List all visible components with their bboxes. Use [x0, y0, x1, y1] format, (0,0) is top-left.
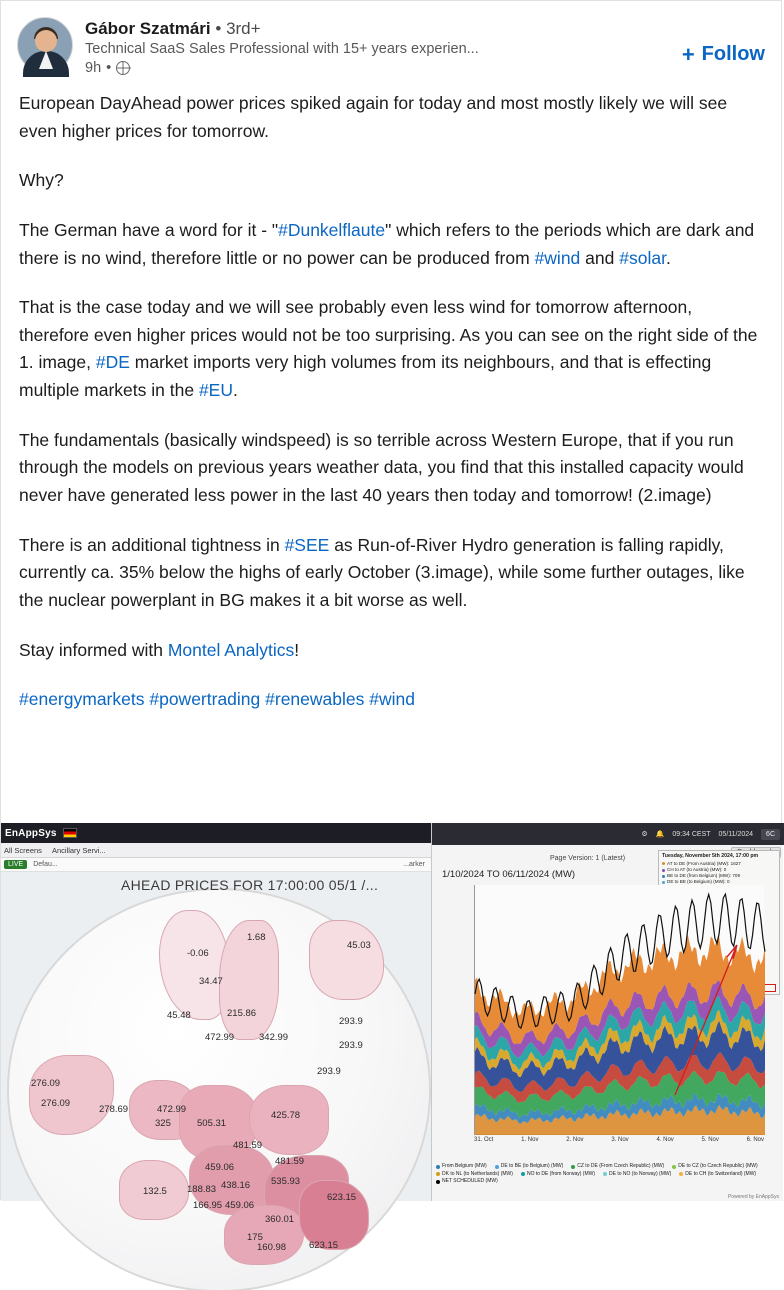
search-input[interactable]: ...arker — [403, 861, 425, 868]
map-price-label: -0.06 — [187, 948, 209, 959]
post-paragraph: That is the case today and we will see probably even less wind for tomorrow afternoon, therefore even higher prices would not be too surprising. As you can see on the right side of the 1. image, #DE market imports very high volumes from its neighbours, and that is effecting multiple markets in the #EU. — [19, 297, 758, 401]
subbar-item-ancillary[interactable]: Ancillary Servi... — [51, 845, 106, 855]
x-tick-label: 1. Nov — [521, 1137, 539, 1143]
post-text — [1, 80, 781, 714]
page-version-label: Page Version: 1 (Latest) — [550, 855, 626, 862]
post-link[interactable]: #wind — [369, 689, 415, 710]
x-tick-label: 5. Nov — [701, 1137, 719, 1143]
post-link[interactable]: #DE — [95, 352, 130, 373]
post-link[interactable]: #energymarkets — [19, 689, 145, 710]
map-price-label: 623.15 — [309, 1240, 339, 1251]
map-price-label: 34.47 — [199, 976, 223, 987]
legend-color-swatch — [436, 1180, 440, 1184]
x-tick-label: 3. Nov — [611, 1137, 629, 1143]
map-price-label: 132.5 — [143, 1186, 167, 1197]
map-price-label: 175 — [247, 1232, 263, 1243]
legend-color-swatch — [672, 1165, 676, 1169]
post-paragraph: Stay informed with Montel Analytics! — [19, 639, 300, 660]
map-price-label: 1.68 — [247, 932, 266, 943]
bottom-legend-label: DE to CH (to Switzerland) (MW) — [685, 1170, 757, 1177]
post-link[interactable]: #SEE — [284, 534, 330, 555]
globe-icon — [116, 61, 130, 75]
legend-color-swatch — [436, 1165, 440, 1169]
map-price-label: 188.83 — [187, 1184, 217, 1195]
chart-x-axis — [474, 1137, 764, 1143]
bottom-legend-item — [603, 1171, 671, 1179]
map-price-label: 360.01 — [265, 1214, 295, 1225]
post-paragraph: Why? — [19, 170, 64, 191]
bottom-legend-item — [521, 1171, 595, 1179]
map-price-label: 425.78 — [271, 1110, 301, 1121]
bottom-legend-item — [495, 1163, 564, 1171]
map-price-label: 160.98 — [257, 1242, 287, 1253]
country-shape — [29, 1055, 114, 1135]
chart-plot[interactable] — [474, 885, 764, 1135]
map-price-label: 293.9 — [317, 1066, 341, 1077]
app-brand: EnAppSys — [5, 827, 57, 839]
chart-bottom-legend — [436, 1163, 780, 1186]
x-tick-label: 31. Oct — [474, 1137, 494, 1143]
app-subbar[interactable] — [1, 843, 431, 858]
bottom-legend-item — [679, 1171, 756, 1179]
gear-icon[interactable]: ⚙ — [641, 831, 648, 838]
bell-icon[interactable]: 🔔 — [655, 831, 665, 838]
media-map-screenshot[interactable] — [1, 823, 431, 1253]
legend-color-swatch — [662, 881, 665, 884]
map-price-label: 293.9 — [339, 1016, 363, 1027]
post-paragraph: The fundamentals (basically windspeed) is so terrible across Western Europe, that if you run through the models on previous years weather data, you find that this installed capacity would never have generated less power in the last 40 years then today and tomorrow! (2.image) — [19, 429, 744, 506]
author-info — [85, 17, 765, 76]
temperature-badge: 6C — [761, 829, 780, 840]
post-link[interactable]: #renewables — [265, 689, 365, 710]
avatar-face — [35, 30, 57, 52]
bottom-legend-label: NO to DE (from Norway) (MW) — [526, 1170, 596, 1177]
bottom-legend-label: CZ to DE (From Czech Republic) (MW) — [577, 1163, 665, 1169]
map-price-label: 276.09 — [31, 1078, 61, 1089]
legend-color-swatch — [679, 1172, 683, 1176]
bottom-legend-row — [436, 1171, 780, 1179]
default-dropdown[interactable]: Defau... — [33, 861, 58, 868]
map-price-label: 459.06 — [225, 1200, 255, 1211]
avatar[interactable] — [17, 17, 73, 73]
map-price-label: 481.59 — [275, 1156, 305, 1167]
map-price-label: 438.16 — [221, 1180, 251, 1191]
legend-color-swatch — [662, 862, 665, 865]
plus-icon: + — [681, 41, 695, 67]
map-lens — [9, 890, 429, 1290]
connection-degree: 3rd+ — [226, 19, 261, 38]
bottom-legend-item — [436, 1163, 487, 1171]
follow-label: Follow — [701, 43, 765, 65]
legend-row-label: CH to AT (to Austria) (MW): 0 — [667, 867, 727, 873]
x-tick-label: 4. Nov — [656, 1137, 674, 1143]
powered-by-label: Powered by EnAppSys — [727, 1194, 779, 1200]
post-paragraph — [19, 686, 763, 714]
bottom-legend-label: From Belgium (MW) — [442, 1163, 487, 1169]
legend-color-swatch — [662, 875, 665, 878]
post-media[interactable] — [1, 823, 783, 1253]
bottom-legend-item — [672, 1163, 757, 1171]
legend-color-swatch — [662, 869, 665, 872]
map-price-label: 45.48 — [167, 1010, 191, 1021]
post-link[interactable]: #powertrading — [149, 689, 261, 710]
map-price-label: 293.9 — [339, 1040, 363, 1051]
map-price-label: 45.03 — [347, 940, 371, 951]
post-header — [1, 1, 781, 80]
map-price-label: 276.09 — [41, 1098, 71, 1109]
legend-color-swatch — [571, 1165, 575, 1169]
bottom-legend-item — [436, 1171, 513, 1179]
app-search-row[interactable] — [1, 858, 431, 872]
legend-row-label: BE to DE (from Belgium) (MW): 709 — [667, 873, 741, 879]
chart-range-title: 1/10/2024 TO 06/11/2024 (MW) — [442, 869, 576, 880]
germany-flag-icon — [63, 828, 77, 838]
bottom-legend-row — [436, 1163, 780, 1171]
author-line: Gábor Szatmári • 3rd+ — [85, 19, 261, 38]
post-paragraph: European DayAhead power prices spiked again for today and most mostly likely we will see even higher prices for tomorrow. — [19, 93, 728, 141]
post-link[interactable]: #Dunkelflaute — [278, 219, 386, 240]
bottom-legend-item — [571, 1163, 664, 1171]
post-meta: 9h • — [85, 60, 765, 76]
bottom-legend-label: NET SCHEDULED (MW) — [442, 1178, 498, 1184]
map-area[interactable] — [1, 872, 431, 1253]
map-price-label: 166.95 — [193, 1200, 223, 1211]
app-topbar — [1, 823, 431, 843]
map-price-label: 623.15 — [327, 1192, 357, 1203]
bottom-legend-label: DE to BE (to Belgium) (MW) — [500, 1163, 564, 1169]
bottom-legend-item — [436, 1178, 498, 1186]
bottom-legend-label: DK to NL (to Netherlands) (MW) — [442, 1170, 513, 1177]
legend-row-label: DE to BE (to Belgium) (MW): 0 — [667, 879, 730, 885]
author-name[interactable]: Gábor Szatmári — [85, 19, 211, 38]
map-price-label: 472.99 — [157, 1104, 187, 1115]
map-price-label: 472.99 — [205, 1032, 235, 1043]
map-price-label: 215.86 — [227, 1008, 257, 1019]
post-link[interactable]: Montel Analytics — [167, 639, 295, 660]
post-paragraph: The German have a word for it - "#Dunkelflaute" which refers to the periods which are dark and there is no wind, therefore little or no power can be produced from #wind and #solar. — [19, 219, 755, 268]
legend-color-swatch — [603, 1172, 607, 1176]
map-title: AHEAD PRICES FOR 17:00:00 05/1 /... — [121, 877, 379, 893]
media-chart-screenshot[interactable] — [431, 823, 783, 1201]
follow-button[interactable] — [682, 43, 765, 66]
legend-color-swatch — [436, 1172, 440, 1176]
chart-topbar — [432, 823, 784, 845]
map-price-label: 342.99 — [259, 1032, 289, 1043]
map-price-label: 481.59 — [233, 1140, 263, 1151]
map-price-label: 278.69 — [99, 1104, 129, 1115]
live-badge: LIVE — [4, 860, 27, 869]
bottom-legend-label: DE to NO (to Norway) (MW) — [609, 1170, 672, 1177]
legend-color-swatch — [521, 1172, 525, 1176]
author-headline: Technical SaaS Sales Professional with 15+ years experien... — [85, 41, 479, 57]
map-price-label: 535.93 — [271, 1176, 301, 1187]
map-price-label: 325 — [155, 1118, 171, 1129]
post-link[interactable]: #EU — [198, 380, 233, 401]
clock-label: 09:34 CEST — [672, 830, 711, 838]
x-tick-label: 6. Nov — [746, 1137, 764, 1143]
legend-row-label: AT to DE (From Austria) (MW): 1627 — [667, 860, 741, 866]
chart-svg — [475, 885, 765, 1135]
x-tick-label: 2. Nov — [566, 1137, 584, 1143]
map-price-label: 505.31 — [197, 1118, 227, 1129]
map-price-label: 459.06 — [205, 1162, 235, 1173]
subbar-item-all-screens[interactable]: All Screens — [4, 845, 42, 855]
post-timestamp: 9h — [85, 60, 102, 76]
post-paragraph: There is an additional tightness in #SEE as Run-of-River Hydro generation is falling rapidly, currently ca. 35% below the highs of early October (3.image), while some further outages, like the nuclear powerplant in BG makes it a bit worse as well. — [19, 534, 745, 610]
post-link[interactable]: #wind — [534, 247, 581, 268]
legend-color-swatch — [495, 1165, 499, 1169]
date-label: 05/11/2024 — [718, 830, 754, 838]
bottom-legend-row — [436, 1178, 780, 1186]
bottom-legend-label: DE to CZ (to Czech Republic) (MW) — [678, 1163, 758, 1169]
country-shape — [309, 920, 384, 1000]
post-link[interactable]: #solar — [619, 247, 666, 268]
legend-title: Tuesday, November 5th 2024, 17:00 pm — [662, 853, 759, 859]
